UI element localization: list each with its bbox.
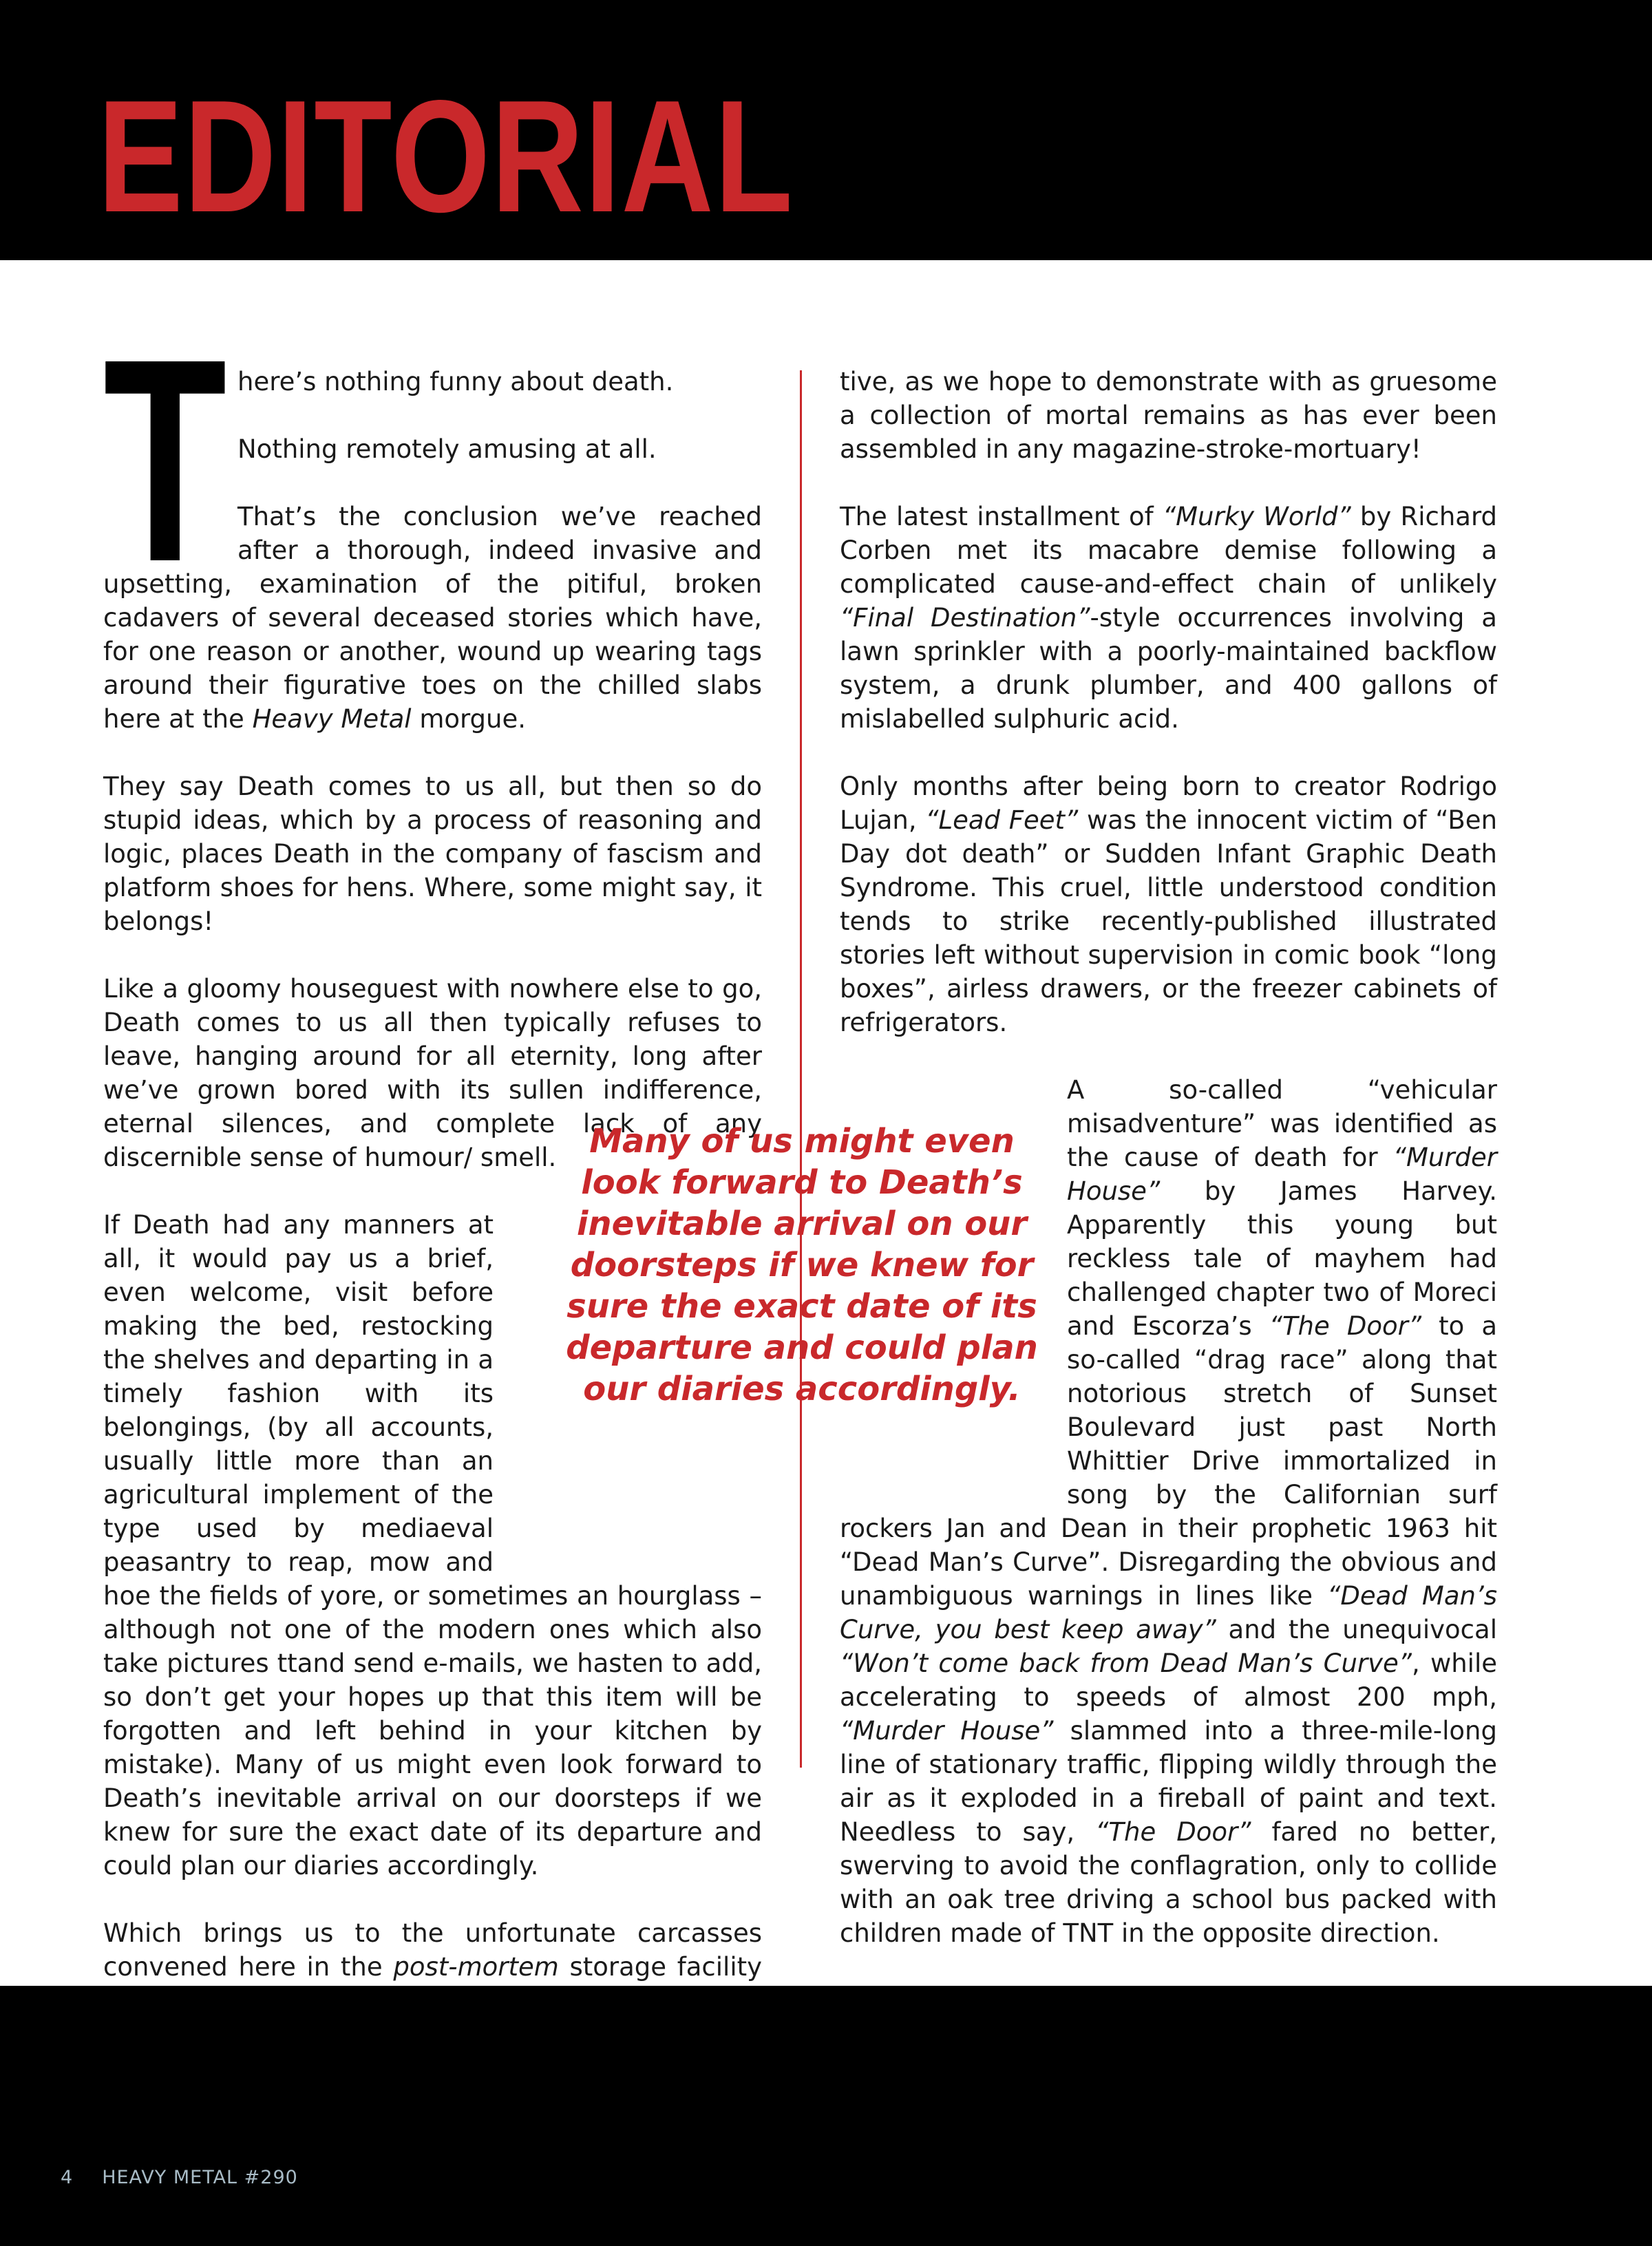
paragraph-r2 [840, 500, 1497, 736]
header-band [0, 0, 1652, 260]
paragraph-text: That’s the conclusion we’ve reached after a thorough, indeed invasive and upsetting, examination of the pitiful, broken cadavers of several deceased stories which have, for one reason or another, wound up wearing tags around their figurative toes on the chilled slabs here at the [103, 502, 762, 734]
paragraph-text: here’s nothing funny about death. [237, 367, 674, 396]
story-title: “Murder House” [1067, 1143, 1497, 1206]
paragraph-4 [103, 770, 762, 938]
paragraph-text: to a so-called “drag race” along that notorious stretch of Sunset Boulevard just past North Whittier Drive immortalized in song by the Californian surf rockers Jan and Dean in their prophetic 1963 hit “Dead Man’s Curve”. Disregarding the obvious and unambiguous warnings in lines like [840, 1311, 1497, 1611]
paragraph-text: If Death had any manners at all, it would pay us a brief, even welcome, visit before making the bed, restocking the shelves and departing in a timely fashion with its belongings, (by all accounts, usually little more than an agricultural implement of the type used by mediaeval peasantry to reap, mow and hoe the fields of yore, or sometimes an hourglass – although not one of the modern ones which also take pictures ttand send e-mails, we hasten to add, so don’t get your hopes up that this item will be forgotten and left behind in your kitchen by mistake). Many of us might even look forward to Death’s inevitable arrival on our doorsteps if we knew for sure the exact date of its departure and could plan our diaries accordingly. [103, 1210, 762, 1881]
lyric-quote: “Dead Man’s Curve, you best keep away” [840, 1581, 1497, 1644]
emphasis-text: post-mortem [393, 1952, 559, 1982]
paragraph-text: -style occurrences involving a lawn sprinkler with a poorly-maintained backflow system, a drunk plumber, and 400 gallons of mislabelled sulphuric acid. [840, 603, 1497, 734]
story-title: “Murky World” [1162, 502, 1351, 531]
story-title: “The Door” [1095, 1817, 1251, 1847]
paragraph-text: tive, as we hope to demonstrate with as gruesome a collection of mortal remains as has ever been assembled in any magazine-stroke-mortuary! [840, 367, 1497, 464]
paragraph-r1 [840, 365, 1497, 466]
paragraph-text: The latest installment of [840, 502, 1154, 531]
paragraph-text: morgue. [419, 704, 527, 734]
story-title: “Lead Feet” [925, 805, 1079, 835]
story-title: “The Door” [1269, 1311, 1421, 1341]
magazine-name: Heavy Metal [252, 704, 412, 734]
paragraph-text: Nothing remotely amusing at all. [237, 434, 657, 464]
paragraph-r3 [840, 770, 1497, 1039]
folio [61, 2167, 298, 2188]
paragraph-text: slammed into a three-mile-long line of stationary traffic, flipping wildly through the air as it exploded in a fireball of paint and text. Needless to say, [840, 1716, 1497, 1847]
lyric-quote: “Won’t come back from Dead Man’s Curve” [840, 1649, 1412, 1678]
paragraph-text: They say Death comes to us all, but then so do stupid ideas, which by a process of reasoning and logic, places Death in the company of fascism and platform shoes for hens. Where, some might say, it belongs! [103, 772, 762, 936]
paragraph-text: , while accelerating to speeds of almost 200 mph, [840, 1649, 1497, 1712]
paragraph-text: and the unequivocal [1228, 1615, 1497, 1644]
paragraph-text: Only months after being born to creator Rodrigo Lujan, [840, 772, 1497, 835]
paragraph-text: storage facility [569, 1952, 763, 1982]
page-number: 4 [61, 2167, 74, 2188]
paragraph-text: A so-called “vehicular misadventure” was identified as the cause of death for [1067, 1075, 1497, 1172]
paragraph-text: by Richard Corben met its macabre demise following a complicated cause-and-effect chain of unlikely [840, 502, 1498, 599]
pull-quote: Many of us might even look forward to Death’s inevitable arrival on our doorsteps if we knew for sure the exact date of its departure and could plan our diaries accordingly. [566, 1122, 1038, 1408]
paragraph-text: fared no better, swerving to avoid the conflagration, only to collide with an oak tree driving a school bus packed with children made of TNT in the opposite direction. [840, 1817, 1498, 1948]
paragraph-text: Which brings us to the unfortunate carcasses convened here in the [103, 1918, 762, 1982]
page-title: EDITORIAL [98, 67, 794, 246]
drop-cap: T [103, 299, 227, 622]
story-title: “Murder House” [840, 1716, 1054, 1746]
paragraph-text: was the innocent victim of “Ben Day dot death” or Sudden Infant Graphic Death Syndrome. This cruel, little understood condition tends to strike recently-published illustrated stories left without supervision in comic book “long boxes”, airless drawers, or the freezer cabinets of refrigerators. [840, 805, 1498, 1037]
column-divider [800, 370, 802, 1768]
paragraph-text: by James Harvey. Apparently this young but reckless tale of mayhem had challenged chapter two of Moreci and Escorza’s [1067, 1176, 1498, 1341]
footer-band [0, 1986, 1652, 2246]
publication-name: HEAVY METAL #290 [102, 2167, 298, 2188]
paragraph-text: Like a gloomy houseguest with nowhere else to go, Death comes to us all then typically refuses to leave, hanging around for all eternity, long after we’ve grown bored with its sullen indifference, eternal silences, and complete lack of any discernible sense of humour/ smell. [103, 974, 762, 1172]
emphasis-text: “Final Destination” [840, 603, 1090, 633]
